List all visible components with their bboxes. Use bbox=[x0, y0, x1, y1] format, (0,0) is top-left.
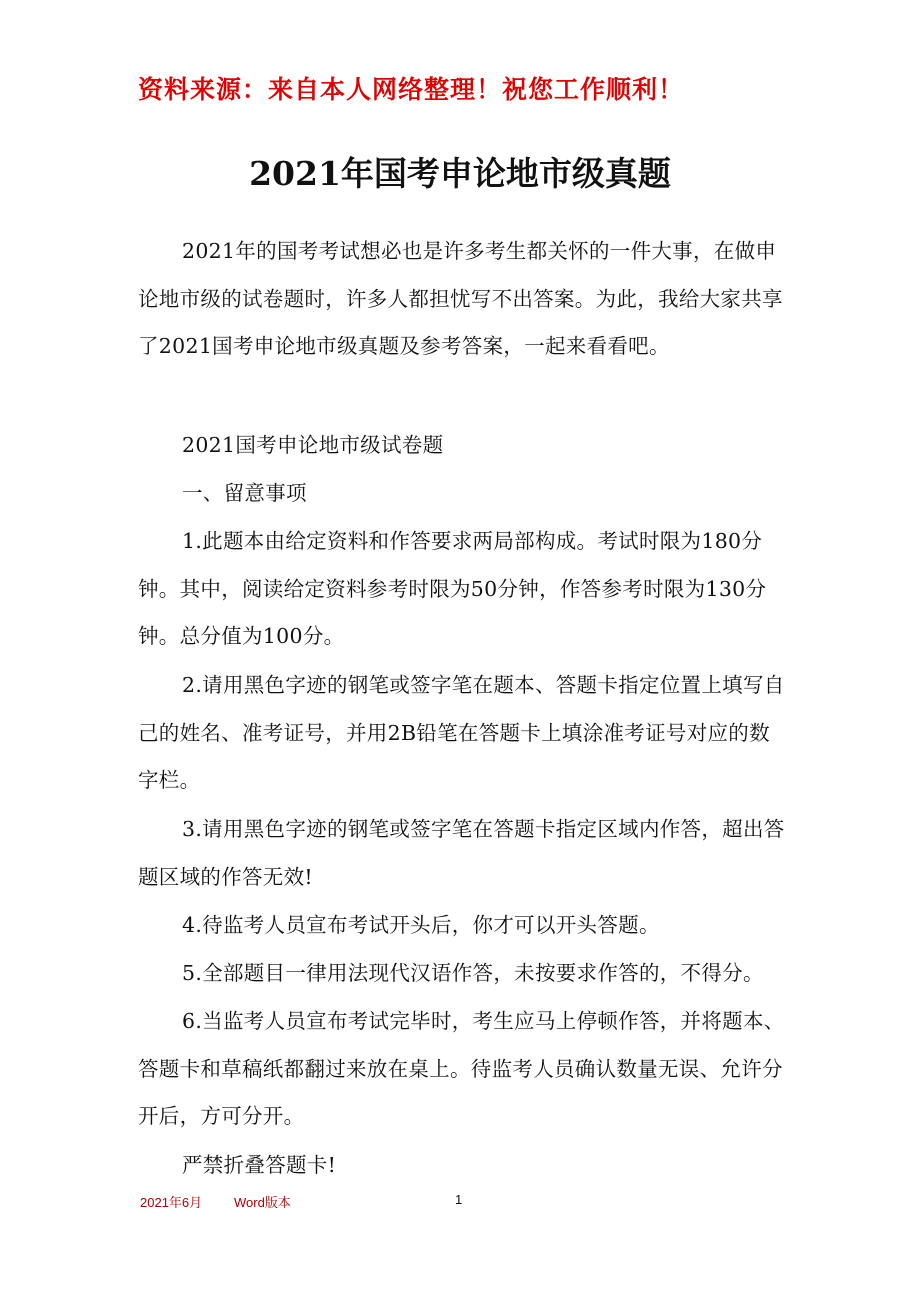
source-note: 资料来源：来自本人网络整理！祝您工作顺利！ bbox=[138, 75, 685, 104]
footer-date: 2021年6月 bbox=[140, 1195, 203, 1210]
document-title: 2021年国考申论地市级真题 bbox=[249, 154, 671, 193]
footer-page-number: 1 bbox=[455, 1192, 463, 1207]
note-item-5: 5.全部题目一律用法现代汉语作答，未按要求作答的，不得分。 bbox=[182, 961, 764, 985]
note-item-4: 4.待监考人员宣布考试开头后，你才可以开头答题。 bbox=[182, 913, 660, 937]
note-item-1: 1.此题本由给定资料和作答要求两局部构成。考试时限为180分钟。其中，阅读给定资料参考时限为50分钟，作答参考时限为130分钟。总分值为100分。 bbox=[138, 529, 767, 648]
footer-version: Word版本 bbox=[234, 1195, 291, 1210]
exam-subtitle: 2021国考申论地市级试卷题 bbox=[182, 433, 444, 457]
note-item-6: 6.当监考人员宣布考试完毕时，考生应马上停顿作答，并将题本、答题卡和草稿纸都翻过来放在桌上。待监考人员确认数量无误、允许分开后，方可分开。 bbox=[138, 1009, 785, 1128]
ban-folding-note: 严禁折叠答题卡! bbox=[182, 1153, 337, 1177]
note-item-2: 2.请用黑色字迹的钢笔或签字笔在题本、答题卡指定位置上填写自己的姓名、准考证号，并用2B铅笔在答题卡上填涂准考证号对应的数字栏。 bbox=[138, 673, 785, 792]
note-item-3: 3.请用黑色字迹的钢笔或签字笔在答题卡指定区域内作答，超出答题区域的作答无效! bbox=[138, 817, 785, 889]
section-heading: 一、留意事项 bbox=[182, 481, 307, 505]
intro-paragraph: 2021年的国考考试想必也是许多考生都关怀的一件大事，在做申论地市级的试卷题时，许多人都担忧写不出答案。为此，我给大家共享了2021国考申论地市级真题及参考答案，一起来看看吧。 bbox=[138, 239, 783, 358]
